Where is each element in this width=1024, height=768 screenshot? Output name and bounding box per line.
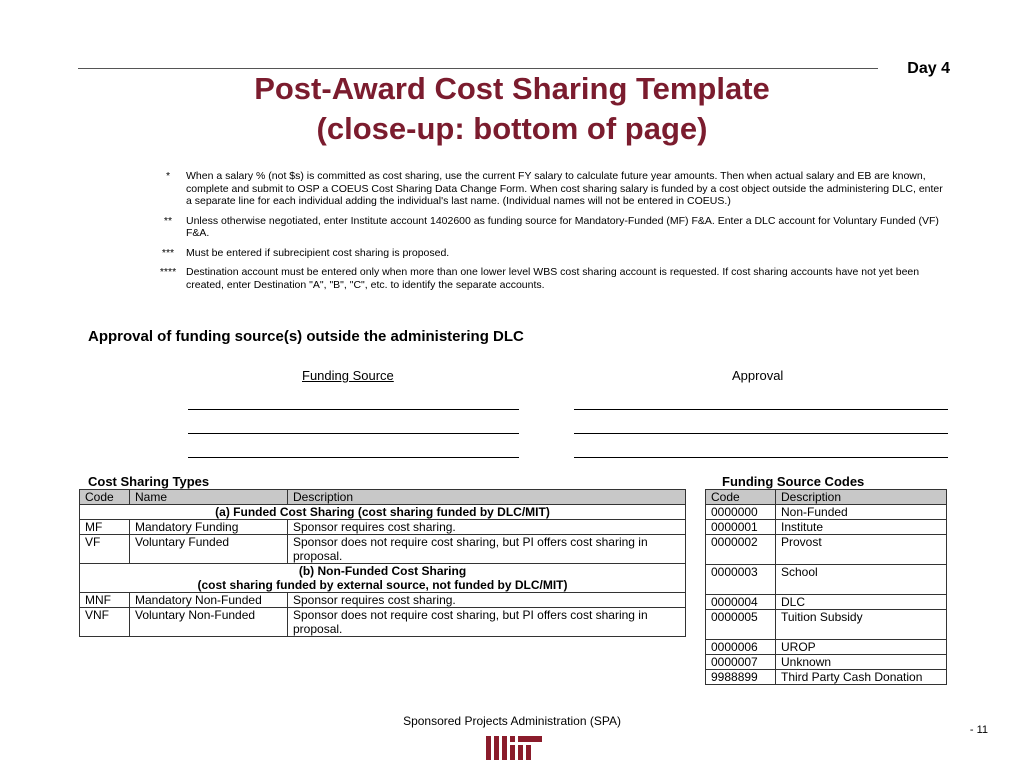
section-row bbox=[80, 505, 686, 520]
day-label: Day 4 bbox=[907, 60, 950, 77]
table-row bbox=[706, 565, 947, 595]
table-row bbox=[706, 640, 947, 655]
page-number: - 11 bbox=[969, 724, 988, 736]
table-header-row bbox=[80, 490, 686, 505]
footnote-text: Unless otherwise negotiated, enter Institute account 1402600 as funding source for Mandatory-Funded (MF) F&A. Enter a DLC account for Voluntary Funded (VF) F&A. bbox=[186, 214, 939, 239]
row-code: VNF bbox=[80, 608, 130, 637]
table-row bbox=[80, 535, 686, 564]
section-b-line1: (b) Non-Funded Cost Sharing bbox=[298, 564, 467, 578]
footnote bbox=[150, 215, 950, 240]
row-description: School bbox=[776, 565, 947, 595]
row-description: Provost bbox=[776, 535, 947, 565]
table-row bbox=[80, 520, 686, 535]
header-code: Code bbox=[706, 490, 776, 505]
row-description: Unknown bbox=[776, 655, 947, 670]
funding-source-line[interactable] bbox=[188, 433, 519, 434]
row-name: Voluntary Funded bbox=[130, 535, 288, 564]
funding-source-codes-title: Funding Source Codes bbox=[722, 474, 865, 489]
header-name: Name bbox=[130, 490, 288, 505]
header-rule bbox=[78, 68, 878, 69]
row-code: 0000004 bbox=[706, 595, 776, 610]
page-subtitle: (close-up: bottom of page) bbox=[316, 111, 708, 146]
table-row bbox=[706, 610, 947, 640]
section-a-label: (a) Funded Cost Sharing (cost sharing funded by DLC/MIT) bbox=[80, 505, 686, 520]
cost-sharing-types-table bbox=[79, 489, 686, 637]
footnote-text: Destination account must be entered only when more than one lower level WBS cost sharing account is requested. If cost sharing accounts have not yet been created, enter Destination "A", "B", "C", etc. to identify the separate accounts. bbox=[186, 266, 920, 291]
row-description: Sponsor does not require cost sharing, but PI offers cost sharing in proposal. bbox=[288, 608, 686, 637]
table-row bbox=[706, 505, 947, 520]
row-code: VF bbox=[80, 535, 130, 564]
footnotes bbox=[150, 170, 950, 298]
approval-heading: Approval of funding source(s) outside the administering DLC bbox=[88, 328, 524, 345]
section-b-label bbox=[80, 564, 686, 593]
footnote bbox=[150, 247, 950, 260]
row-description: UROP bbox=[776, 640, 947, 655]
row-code: 0000006 bbox=[706, 640, 776, 655]
table-row bbox=[706, 595, 947, 610]
row-code: 9988899 bbox=[706, 670, 776, 685]
footer-org: Sponsored Projects Administration (SPA) bbox=[403, 714, 621, 728]
approval-line[interactable] bbox=[574, 457, 948, 458]
row-description: Third Party Cash Donation bbox=[776, 670, 947, 685]
row-description: Sponsor requires cost sharing. bbox=[288, 520, 686, 535]
row-code: 0000005 bbox=[706, 610, 776, 640]
footnote-mark: **** bbox=[159, 266, 177, 278]
header-code: Code bbox=[80, 490, 130, 505]
funding-source-line[interactable] bbox=[188, 457, 519, 458]
funding-source-codes-table bbox=[705, 489, 947, 685]
funding-source-line[interactable] bbox=[188, 409, 519, 410]
table-row bbox=[706, 520, 947, 535]
cost-sharing-types-title: Cost Sharing Types bbox=[88, 474, 210, 489]
section-row bbox=[80, 564, 686, 593]
table-row bbox=[706, 670, 947, 685]
header-description: Description bbox=[288, 490, 686, 505]
row-name: Mandatory Funding bbox=[130, 520, 288, 535]
page-title: Post-Award Cost Sharing Template bbox=[254, 71, 770, 106]
row-code: 0000001 bbox=[706, 520, 776, 535]
table-row bbox=[80, 608, 686, 637]
row-description: Non-Funded bbox=[776, 505, 947, 520]
footnote-mark: *** bbox=[161, 246, 175, 259]
row-description: Institute bbox=[776, 520, 947, 535]
row-description: Tuition Subsidy bbox=[776, 610, 947, 640]
footnote-text: When a salary % (not $s) is committed as cost sharing, use the current FY salary to calculate future year amounts. Then when actual salary and EB are known, complete and submit to OSP a COEUS Cost Sharing Data Change Form. When cost sharing salary is funded by a cost object outside the administering DLC, enter a separate line for each individual adding the individual's last name. (Individual names will not be entered in COEUS.) bbox=[186, 170, 943, 207]
row-name: Voluntary Non-Funded bbox=[130, 608, 288, 637]
row-description: DLC bbox=[776, 595, 947, 610]
row-code: MNF bbox=[80, 593, 130, 608]
row-code: MF bbox=[80, 520, 130, 535]
approval-line[interactable] bbox=[574, 409, 948, 410]
table-row bbox=[706, 655, 947, 670]
row-code: 0000000 bbox=[706, 505, 776, 520]
funding-source-column-label: Funding Source bbox=[302, 368, 394, 383]
footnote-text: Must be entered if subrecipient cost sharing is proposed. bbox=[186, 246, 450, 259]
footnote bbox=[150, 266, 950, 291]
table-row bbox=[706, 535, 947, 565]
row-description: Sponsor does not require cost sharing, but PI offers cost sharing in proposal. bbox=[288, 535, 686, 564]
row-code: 0000002 bbox=[706, 535, 776, 565]
footnote bbox=[150, 170, 950, 208]
section-b-line2: (cost sharing funded by external source, not funded by DLC/MIT) bbox=[197, 578, 568, 592]
table-row bbox=[80, 593, 686, 608]
approval-line[interactable] bbox=[574, 433, 948, 434]
row-description: Sponsor requires cost sharing. bbox=[288, 593, 686, 608]
mit-logo-icon bbox=[486, 736, 546, 760]
header-description: Description bbox=[776, 490, 947, 505]
row-code: 0000003 bbox=[706, 565, 776, 595]
footnote-mark: * bbox=[165, 170, 171, 182]
row-code: 0000007 bbox=[706, 655, 776, 670]
footnote-mark: ** bbox=[163, 214, 173, 227]
table-header-row bbox=[706, 490, 947, 505]
row-name: Mandatory Non-Funded bbox=[130, 593, 288, 608]
approval-column-label: Approval bbox=[732, 368, 784, 383]
